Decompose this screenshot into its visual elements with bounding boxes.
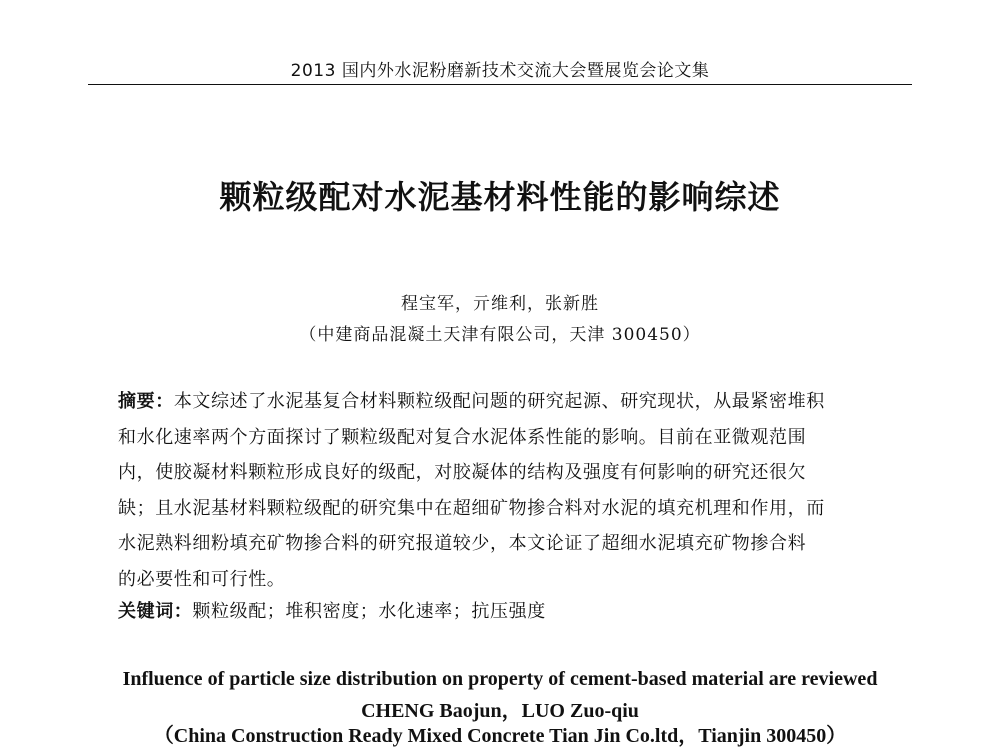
abstract-label: 摘要：	[118, 391, 174, 412]
abstract	[118, 384, 888, 597]
english-affiliation: （China Construction Ready Mixed Concrete Tian Jin Co.ltd，Tianjin 300450）	[153, 725, 847, 747]
header-rule	[88, 84, 912, 85]
paper-title: 颗粒级配对水泥基材料性能的影响综述	[219, 178, 781, 216]
abstract-text: 本文综述了水泥基复合材料颗粒级配问题的研究起源、研究现状，从最紧密堆积	[173, 391, 825, 412]
english-authors: CHENG Baojun，LUO Zuo-qiu	[361, 700, 639, 722]
keywords-text: 颗粒级配；堆积密度；水化速率；抗压强度	[192, 601, 546, 622]
abstract-line: 缺；且水泥基材料颗粒级配的研究集中在超细矿物掺合料对水泥的填充机理和作用，而	[118, 497, 825, 519]
keywords	[118, 597, 888, 623]
running-header: 2013 国内外水泥粉磨新技术交流大会暨展览会论文集	[290, 61, 710, 81]
authors: 程宝军，亓维利，张新胜	[401, 294, 599, 314]
abstract-line	[118, 384, 888, 420]
keywords-label: 关键词：	[118, 601, 193, 622]
affiliation: （中建商品混凝土天津有限公司，天津 300450）	[299, 325, 701, 345]
abstract-line: 的必要性和可行性。	[118, 568, 286, 590]
abstract-line: 水泥熟料细粉填充矿物掺合料的研究报道较少，本文论证了超细水泥填充矿物掺合料	[118, 533, 807, 554]
abstract-line: 内，使胶凝材料颗粒形成良好的级配，对胶凝体的结构及强度有何影响的研究还很欠	[118, 462, 807, 483]
english-title: Influence of particle size distribution on property of cement-based material are reviewed	[122, 668, 878, 690]
abstract-line: 和水化速率两个方面探讨了颗粒级配对复合水泥体系性能的影响。目前在亚微观范围	[118, 426, 807, 448]
